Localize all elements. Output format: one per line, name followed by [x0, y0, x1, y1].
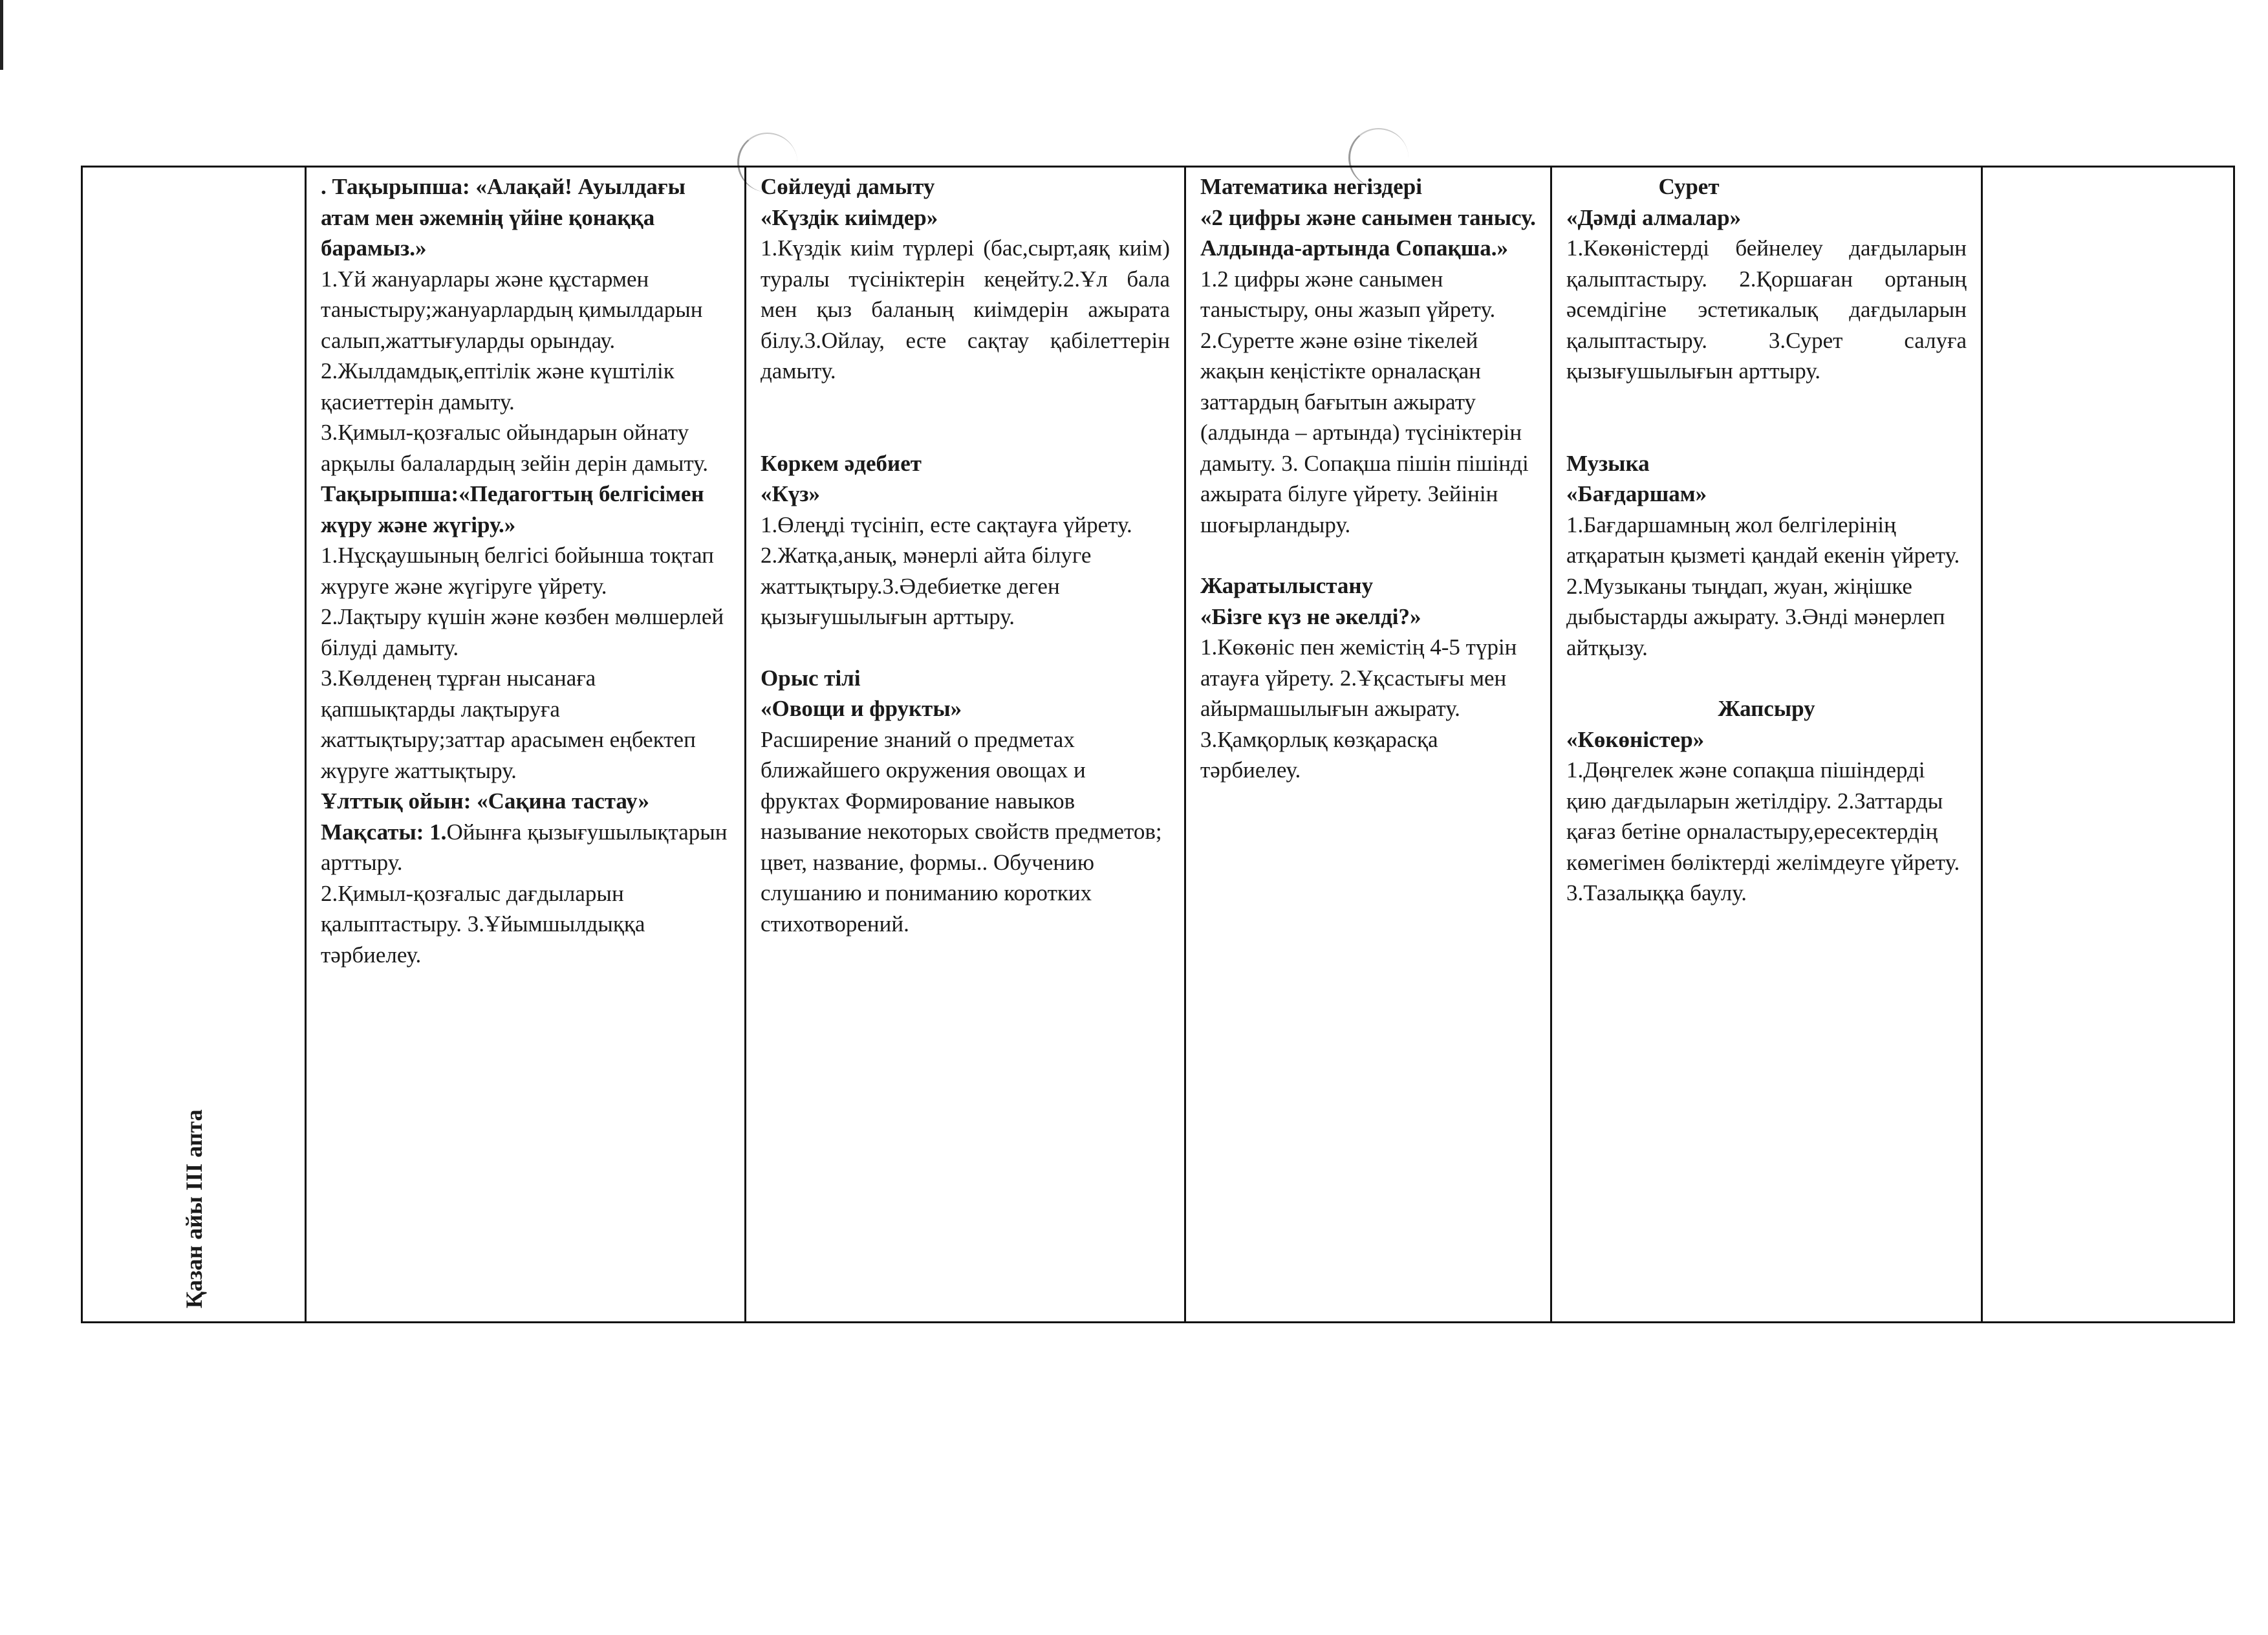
drawing-topic: «Дәмді алмалар» — [1566, 204, 1742, 230]
applique-body: 1.Дөңгелек және сопақша пішіндерді қию дағдыларын жетілдіру. 2.Заттарды қағаз бетіне орналастыру,ересектердің көмегімен бөліктерді желімдеуге үйрету. 3.Тазалыққа баулу. — [1566, 757, 1960, 905]
national-game-title: Ұлттық ойын: «Сақина тастау» — [321, 788, 649, 814]
theme2-item3: 3.Көлденең тұрған нысанаға қапшықтарды лақтыруға жаттықтыру;заттар арасымен еңбектеп жүруге жаттықтыру. — [321, 666, 696, 783]
week-label-cell — [82, 167, 306, 1323]
table-row — [82, 167, 2234, 1323]
theme2-title: Тақырыпша:«Педагогтың белгісімен жүру және жүгіру.» — [321, 481, 704, 537]
theme1-title: . Тақырыпша: «Алақай! Ауылдағы атам мен әжемнің үйіне қонаққа барамыз.» — [321, 174, 686, 261]
literature-title: Көркем әдебиет — [761, 450, 922, 476]
speech-dev-title: Сөйлеуді дамыту — [761, 174, 935, 199]
music-title: Музыка — [1566, 450, 1650, 476]
nature-body: 1.Көкөніс пен жемістің 4-5 түрін атауға үйрету. 2.Ұқсастығы мен айырмашылығын ажырату. 3.Қамқорлық көзқарасқа тәрбиелеу. — [1200, 634, 1517, 783]
math-title: Математика негіздері — [1200, 174, 1422, 199]
applique-title: Жапсыру — [1718, 696, 1815, 721]
russian-body: Расширение знаний о предметах ближайшего окружения овощах и фруктах Формирование навыков называние некоторых свойств предметов; цвет, название, формы.. Обучению слушанию и пониманию коротких стихотворений. — [761, 726, 1162, 937]
weekly-plan-table — [81, 166, 2235, 1323]
scan-edge-mark — [0, 0, 3, 70]
goal-line — [321, 817, 730, 878]
goal-label: Мақсаты: 1. — [321, 819, 447, 845]
drawing-title: Сурет — [1658, 174, 1720, 199]
theme1-item1: 1.Үй жануарлары және құстармен таныстыру;жануарлардың қимылдарын салып,жаттығуларды орындау. — [321, 266, 703, 353]
speech-dev-body: 1.Күздік киім түрлері (бас,сырт,аяқ киім) туралы түсініктерін кеңейту.2.Ұл бала мен қыз баланың киімдерін ажырата білу.3.Ойлау, есте сақтау қабілеттерін дамыту. — [761, 235, 1170, 384]
nature-title: Жаратылыстану — [1200, 573, 1374, 598]
speech-dev-topic: «Күздік киімдер» — [761, 204, 938, 230]
drawing-body: 1.Көкөністерді бейнелеу дағдыларын қалыптастыру. 2.Қоршаған ортаның әсемдігіне эстетикалық дағдыларын қалыптастыру. 3.Сурет салуға қызығушылығын арттыру. — [1566, 235, 1967, 384]
theme1-item3: 3.Қимыл-қозғалыс ойындарын ойнату арқылы балалардың зейін дерін дамыту. — [321, 420, 709, 476]
nature-topic: «Бізге күз не әкелді?» — [1200, 603, 1421, 629]
music-topic: «Бағдаршам» — [1566, 481, 1707, 506]
literature-topic: «Күз» — [761, 481, 820, 506]
russian-topic: «Овощи и фрукты» — [761, 696, 962, 721]
math-topic: «2 цифры және санымен танысу. Алдында-артында Сопақша.» — [1200, 204, 1536, 261]
literature-body: 1.Өлеңді түсініп, есте сақтауға үйрету. 2.Жатқа,анық, мәнерлі айта білуге жаттықтыру.3.Әдебиетке деген қызығушылығын арттыру. — [761, 512, 1132, 629]
week-label: Қазан айы III апта — [180, 1109, 207, 1308]
theme2-item1: 1.Нұсқаушының белгісі бойынша тоқтап жүруге және жүгіруге үйрету. — [321, 543, 714, 599]
applique-topic: «Көкөністер» — [1566, 726, 1705, 752]
math-body: 1.2 цифры және санымен таныстыру, оны жазып үйрету. 2.Суретте және өзіне тікелей жақын кеңістікте орналасқан заттардың бағытын ажырату (алдында – артында) түсініктерін дамыту. 3. Сопақша пішін пішінді ажырата білуге үйрету. Зейінін шоғырландыру. — [1200, 266, 1529, 537]
math-nature-cell — [1185, 167, 1551, 1323]
empty-notes-cell — [1982, 167, 2234, 1323]
russian-title: Орыс тілі — [761, 665, 861, 691]
goal-item2: 2.Қимыл-қозғалыс дағдыларын қалыптастыру. 3.Ұйымшылдыққа тәрбиелеу. — [321, 880, 645, 968]
goal-text: Ойынға қызығушылықтарын арттыру. — [321, 819, 728, 875]
art-music-applique-cell — [1551, 167, 1982, 1323]
physical-education-cell — [306, 167, 746, 1323]
theme2-item2: 2.Лақтыру күшін және көзбен мөлшерлей білуді дамыту. — [321, 604, 724, 660]
speech-literature-russian-cell — [746, 167, 1185, 1323]
music-body: 1.Бағдаршамның жол белгілерінің атқаратын қызметі қандай екенін үйрету. 2.Музыканы тыңдап, жуан, жіңішке дыбыстарды ажырату. 3.Әнді мәнерлеп айтқызу. — [1566, 512, 1960, 660]
theme1-item2: 2.Жылдамдық,ептілік және күштілік қасиеттерін дамыту. — [321, 358, 675, 415]
